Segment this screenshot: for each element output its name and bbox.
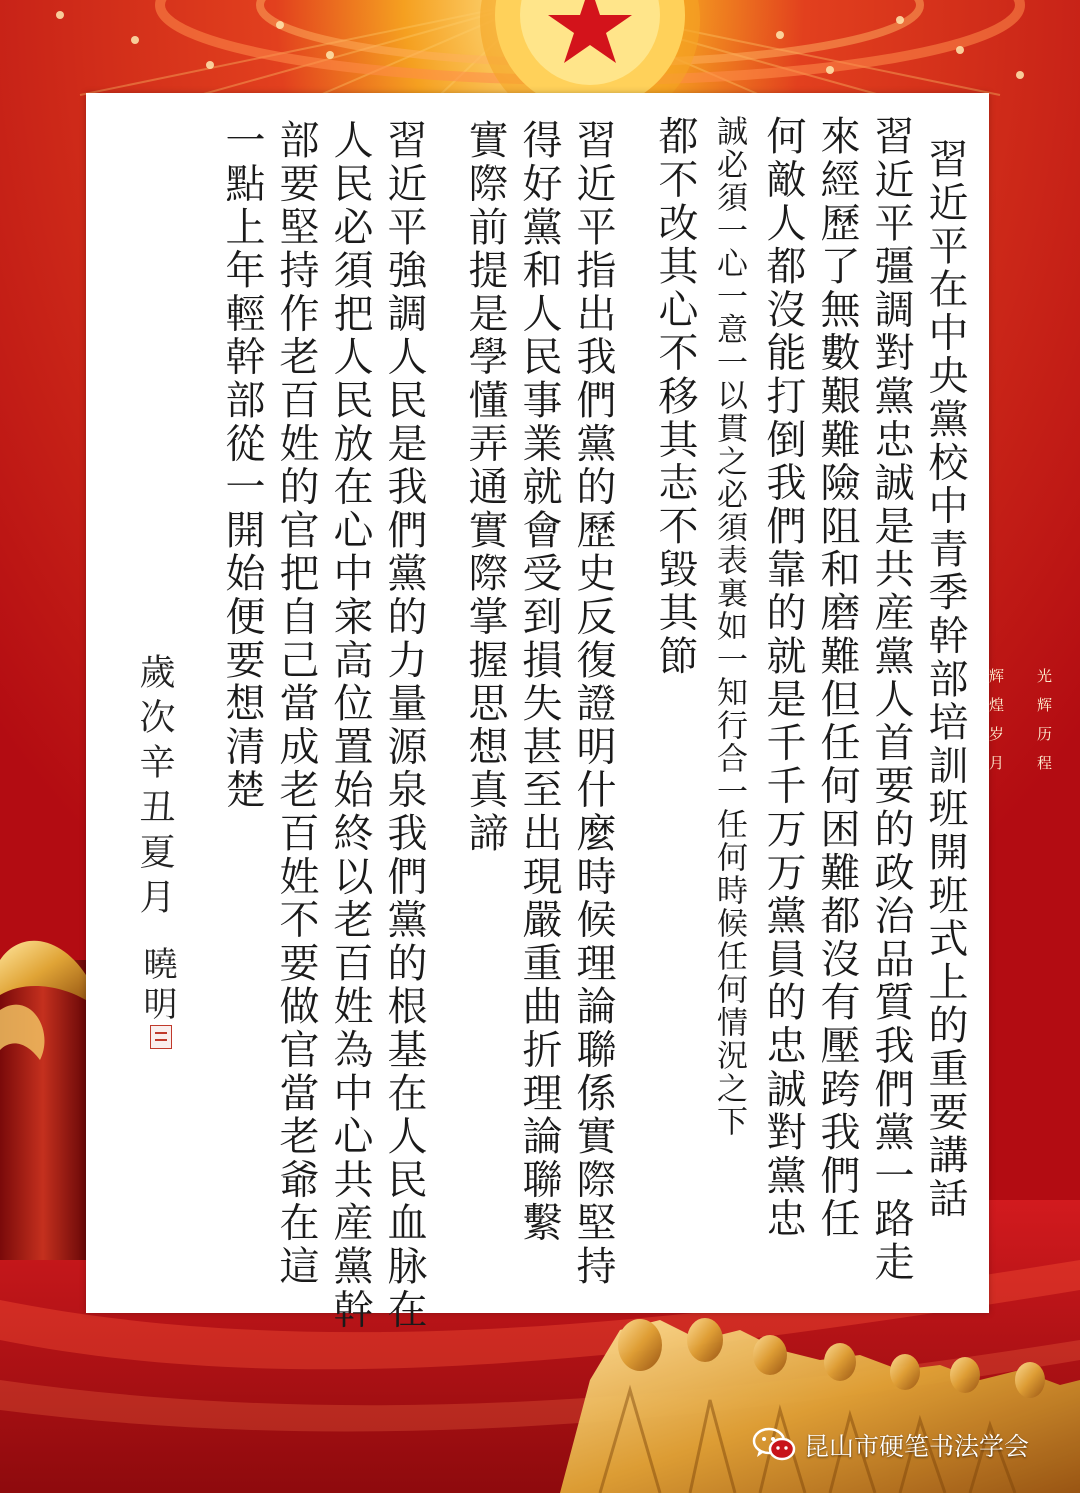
calligraphy-column: 得好黨和人民事業就會受到損失甚至出現嚴重曲折理論聯繫 (516, 119, 562, 1245)
calligraphy-column: 習近平指出我們黨的歷史反復證明什麼時候理論聯係實際堅持 (570, 119, 616, 1289)
calligraphy-paper (86, 93, 989, 1332)
side-caption: 光辉历程 辉煌岁月 (987, 668, 1053, 784)
calligraphy-column: 都不改其心不移其志不毀其節 (652, 115, 698, 678)
signature-name: 曉明 (137, 946, 177, 1026)
calligraphy-column: 來經歷了無數艱難險阻和磨難但任何困難都沒有壓跨我們任 (814, 115, 860, 1241)
calligraphy-column: 習近平彊調對黨忠誠是共産黨人首要的政治品質我們黨一路走 (868, 115, 914, 1285)
calligraphy-column: 何敵人都沒能打倒我們靠的就是千千万万黨員的忠誠對黨忠 (760, 115, 806, 1241)
calligraphy-column: 一點上年輕幹部從一開始便要想清楚 (219, 119, 265, 812)
signature-date: 歲次辛丑夏月 (134, 653, 175, 923)
wechat-icon (752, 1427, 796, 1463)
calligraphy-column: 部要堅持作老百姓的官把自己當成老百姓不要做官當老爺在這 (273, 119, 319, 1289)
watermark (752, 1425, 1029, 1465)
calligraphy-column: 習近平強調人民是我們黨的力量源泉我們黨的根基在人民血脉在 (381, 119, 427, 1332)
calligraphy-column: 人民必須把人民放在心中宷高位置始終以老百姓為中心共産黨幹 (327, 119, 373, 1332)
red-seal-stamp (150, 1025, 172, 1049)
calligraphy-column: 誠必須一心一意一以貫之必須表裏如一知行合一任何時候任何情況之下 (711, 115, 747, 1138)
calligraphy-column: 習近平在中央黨校中青季幹部培訓班開班式上的重要講話 (922, 138, 968, 1221)
calligraphy-column: 實際前提是學懂弄通實際掌握思想真諦 (462, 119, 508, 856)
watermark-text: 昆山市硬笔书法学会 (804, 1432, 1030, 1461)
